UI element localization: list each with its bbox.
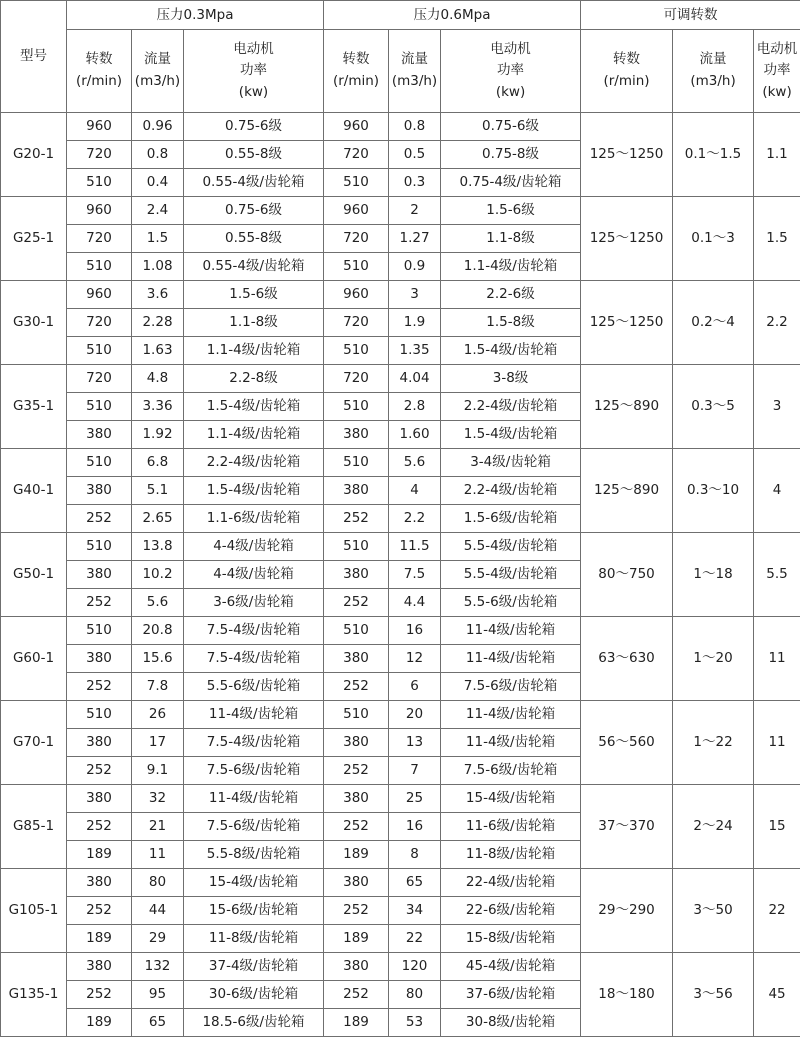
adjustable-speed-cell: 63～630 xyxy=(581,617,673,701)
flow-06-cell: 1.27 xyxy=(389,225,441,253)
speed-03-cell: 510 xyxy=(67,253,132,281)
motor-label: 电动机 xyxy=(490,40,531,57)
flow-06-cell: 12 xyxy=(389,645,441,673)
speed-03-cell: 510 xyxy=(67,169,132,197)
speed-03-cell: 380 xyxy=(67,645,132,673)
speed-06-cell: 380 xyxy=(324,477,389,505)
flow-06-cell: 80 xyxy=(389,981,441,1009)
table-header xyxy=(1,1,800,113)
speed-03-cell: 189 xyxy=(67,1009,132,1037)
flow-06-cell: 1.60 xyxy=(389,421,441,449)
model-cell: G60-1 xyxy=(1,617,67,701)
motor-06-cell: 11-4级/齿轮箱 xyxy=(441,645,581,673)
motor-06-cell: 11-8级/齿轮箱 xyxy=(441,841,581,869)
flow-label: 流量 xyxy=(144,51,171,68)
motor-03-cell: 5.5-8级/齿轮箱 xyxy=(184,841,324,869)
motor-06-cell: 11-4级/齿轮箱 xyxy=(441,729,581,757)
speed-06-cell: 720 xyxy=(324,365,389,393)
speed-06-cell: 380 xyxy=(324,729,389,757)
flow-06-cell: 25 xyxy=(389,785,441,813)
speed-label: 转数 xyxy=(85,51,113,68)
table-row xyxy=(1,533,800,561)
flow-06-cell: 4 xyxy=(389,477,441,505)
motor-03-cell: 0.55-4级/齿轮箱 xyxy=(184,253,324,281)
speed-03-cell: 380 xyxy=(67,477,132,505)
adjustable-flow-cell: 1～20 xyxy=(673,617,754,701)
flow-03-cell: 3.6 xyxy=(132,281,184,309)
adjustable-power-cell: 11 xyxy=(754,617,800,701)
flow-03-cell: 7.8 xyxy=(132,673,184,701)
adjustable-flow-cell: 1～22 xyxy=(673,701,754,785)
speed-03-cell: 510 xyxy=(67,393,132,421)
speed-06-cell: 252 xyxy=(324,673,389,701)
speed-03-cell: 252 xyxy=(67,813,132,841)
speed-06-cell: 510 xyxy=(324,701,389,729)
power-label: 功率 xyxy=(497,62,525,79)
adjustable-power-cell: 5.5 xyxy=(754,533,800,617)
motor-06-cell: 15-8级/齿轮箱 xyxy=(441,925,581,953)
table-row xyxy=(1,197,800,225)
speed-03-cell: 252 xyxy=(67,505,132,533)
speed-06-cell: 252 xyxy=(324,981,389,1009)
model-cell: G135-1 xyxy=(1,953,67,1037)
motor-06-cell: 1.5-4级/齿轮箱 xyxy=(441,421,581,449)
speed-03-cell: 720 xyxy=(67,365,132,393)
speed-unit: (r/min) xyxy=(603,73,650,89)
motor-06-cell: 11-6级/齿轮箱 xyxy=(441,813,581,841)
speed-03-cell: 510 xyxy=(67,337,132,365)
speed-03-cell: 252 xyxy=(67,757,132,785)
motor-03-cell: 0.75-6级 xyxy=(184,113,324,141)
table-row xyxy=(1,365,800,393)
table-row xyxy=(1,869,800,897)
motor-03-cell: 7.5-6级/齿轮箱 xyxy=(184,813,324,841)
speed-03-cell: 380 xyxy=(67,953,132,981)
motor-power-header xyxy=(184,30,324,113)
speed-03-cell: 252 xyxy=(67,673,132,701)
flow-03-cell: 80 xyxy=(132,869,184,897)
motor-06-cell: 2.2-4级/齿轮箱 xyxy=(441,393,581,421)
flow-03-cell: 3.36 xyxy=(132,393,184,421)
flow-03-cell: 10.2 xyxy=(132,561,184,589)
motor-06-cell: 0.75-6级 xyxy=(441,113,581,141)
motor-06-cell: 45-4级/齿轮箱 xyxy=(441,953,581,981)
group-header-adjustable: 可调转数 xyxy=(581,1,800,30)
flow-06-cell: 20 xyxy=(389,701,441,729)
table-row xyxy=(1,785,800,813)
adjustable-power-cell: 1.1 xyxy=(754,113,800,197)
flow-03-cell: 26 xyxy=(132,701,184,729)
motor-03-cell: 7.5-4级/齿轮箱 xyxy=(184,617,324,645)
adjustable-flow-cell: 3～56 xyxy=(673,953,754,1037)
motor-power-header xyxy=(441,30,581,113)
speed-unit: (r/min) xyxy=(332,73,380,89)
motor-03-cell: 2.2-8级 xyxy=(184,365,324,393)
motor-03-cell: 30-6级/齿轮箱 xyxy=(184,981,324,1009)
adjustable-flow-cell: 0.3～5 xyxy=(673,365,754,449)
motor-03-cell: 7.5-4级/齿轮箱 xyxy=(184,645,324,673)
speed-06-cell: 510 xyxy=(324,253,389,281)
flow-06-cell: 16 xyxy=(389,813,441,841)
motor-03-cell: 11-4级/齿轮箱 xyxy=(184,701,324,729)
table-row xyxy=(1,449,800,477)
model-cell: G40-1 xyxy=(1,449,67,533)
speed-03-cell: 380 xyxy=(67,869,132,897)
table-body xyxy=(1,113,800,1037)
flow-06-cell: 0.9 xyxy=(389,253,441,281)
flow-03-cell: 1.63 xyxy=(132,337,184,365)
motor-06-cell: 0.75-4级/齿轮箱 xyxy=(441,169,581,197)
speed-06-cell: 380 xyxy=(324,785,389,813)
motor-03-cell: 1.1-8级 xyxy=(184,309,324,337)
speed-06-cell: 510 xyxy=(324,393,389,421)
adjustable-speed-cell: 125～890 xyxy=(581,365,673,449)
speed-03-cell: 960 xyxy=(67,197,132,225)
motor-06-cell: 2.2-4级/齿轮箱 xyxy=(441,477,581,505)
speed-03-cell: 189 xyxy=(67,841,132,869)
speed-06-cell: 720 xyxy=(324,225,389,253)
flow-06-cell: 13 xyxy=(389,729,441,757)
motor-06-cell: 1.1-8级 xyxy=(441,225,581,253)
model-cell: G30-1 xyxy=(1,281,67,365)
motor-03-cell: 1.5-4级/齿轮箱 xyxy=(184,477,324,505)
model-cell: G70-1 xyxy=(1,701,67,785)
speed-03-cell: 720 xyxy=(67,141,132,169)
motor-06-cell: 1.5-8级 xyxy=(441,309,581,337)
power-label: 功率 xyxy=(240,62,267,79)
speed-06-cell: 252 xyxy=(324,505,389,533)
adjustable-speed-cell: 29～290 xyxy=(581,869,673,953)
motor-06-cell: 2.2-6级 xyxy=(441,281,581,309)
adjustable-power-cell: 2.2 xyxy=(754,281,800,365)
flow-unit: (m3/h) xyxy=(134,73,181,89)
speed-03-cell: 252 xyxy=(67,589,132,617)
flow-03-cell: 2.4 xyxy=(132,197,184,225)
motor-03-cell: 18.5-6级/齿轮箱 xyxy=(184,1009,324,1037)
flow-03-cell: 9.1 xyxy=(132,757,184,785)
speed-03-cell: 380 xyxy=(67,421,132,449)
flow-06-cell: 34 xyxy=(389,897,441,925)
adjustable-power-cell: 3 xyxy=(754,365,800,449)
speed-06-cell: 960 xyxy=(324,197,389,225)
speed-03-cell: 960 xyxy=(67,113,132,141)
adjustable-power-header xyxy=(754,30,800,113)
speed-03-cell: 510 xyxy=(67,617,132,645)
model-header: 型号 xyxy=(1,1,67,113)
speed-header xyxy=(324,30,389,113)
power-label: 功率 xyxy=(763,62,791,79)
flow-03-cell: 0.4 xyxy=(132,169,184,197)
flow-06-cell: 4.04 xyxy=(389,365,441,393)
flow-header xyxy=(132,30,184,113)
speed-06-cell: 510 xyxy=(324,449,389,477)
motor-03-cell: 4-4级/齿轮箱 xyxy=(184,533,324,561)
motor-06-cell: 30-8级/齿轮箱 xyxy=(441,1009,581,1037)
motor-03-cell: 5.5-6级/齿轮箱 xyxy=(184,673,324,701)
table-row xyxy=(1,617,800,645)
flow-03-cell: 95 xyxy=(132,981,184,1009)
flow-06-cell: 8 xyxy=(389,841,441,869)
motor-03-cell: 11-8级/齿轮箱 xyxy=(184,925,324,953)
motor-03-cell: 0.55-8级 xyxy=(184,225,324,253)
flow-06-cell: 1.35 xyxy=(389,337,441,365)
speed-03-cell: 720 xyxy=(67,309,132,337)
speed-06-cell: 189 xyxy=(324,1009,389,1037)
adjustable-speed-cell: 125～1250 xyxy=(581,197,673,281)
motor-03-cell: 1.1-4级/齿轮箱 xyxy=(184,421,324,449)
table-row xyxy=(1,113,800,141)
flow-03-cell: 132 xyxy=(132,953,184,981)
adjustable-flow-cell: 0.2～4 xyxy=(673,281,754,365)
motor-label: 电动机 xyxy=(233,40,274,57)
flow-06-cell: 2 xyxy=(389,197,441,225)
flow-06-cell: 65 xyxy=(389,869,441,897)
motor-03-cell: 15-6级/齿轮箱 xyxy=(184,897,324,925)
group-header-pressure-06: 压力0.6Mpa xyxy=(324,1,581,30)
flow-06-cell: 11.5 xyxy=(389,533,441,561)
flow-label: 流量 xyxy=(401,51,429,68)
power-unit: (kw) xyxy=(495,83,526,100)
speed-06-cell: 252 xyxy=(324,897,389,925)
speed-03-cell: 960 xyxy=(67,281,132,309)
motor-03-cell: 1.5-4级/齿轮箱 xyxy=(184,393,324,421)
motor-03-cell: 3-6级/齿轮箱 xyxy=(184,589,324,617)
motor-06-cell: 7.5-6级/齿轮箱 xyxy=(441,673,581,701)
table-row xyxy=(1,701,800,729)
flow-06-cell: 7.5 xyxy=(389,561,441,589)
adjustable-flow-cell: 3～50 xyxy=(673,869,754,953)
model-cell: G35-1 xyxy=(1,365,67,449)
flow-03-cell: 1.92 xyxy=(132,421,184,449)
speed-06-cell: 252 xyxy=(324,813,389,841)
power-unit: (kw) xyxy=(238,83,269,100)
motor-06-cell: 7.5-6级/齿轮箱 xyxy=(441,757,581,785)
speed-06-cell: 380 xyxy=(324,953,389,981)
adjustable-flow-cell: 0.1～3 xyxy=(673,197,754,281)
motor-06-cell: 22-4级/齿轮箱 xyxy=(441,869,581,897)
motor-06-cell: 11-4级/齿轮箱 xyxy=(441,701,581,729)
model-cell: G20-1 xyxy=(1,113,67,197)
flow-03-cell: 17 xyxy=(132,729,184,757)
motor-03-cell: 11-4级/齿轮箱 xyxy=(184,785,324,813)
motor-06-cell: 1.5-6级 xyxy=(441,197,581,225)
flow-unit: (m3/h) xyxy=(690,73,736,89)
speed-06-cell: 510 xyxy=(324,337,389,365)
adjustable-speed-cell: 125～1250 xyxy=(581,281,673,365)
flow-06-cell: 2.2 xyxy=(389,505,441,533)
flow-03-cell: 4.8 xyxy=(132,365,184,393)
power-unit: (kw) xyxy=(762,83,792,100)
speed-06-cell: 252 xyxy=(324,589,389,617)
flow-03-cell: 6.8 xyxy=(132,449,184,477)
motor-03-cell: 15-4级/齿轮箱 xyxy=(184,869,324,897)
flow-06-cell: 5.6 xyxy=(389,449,441,477)
adjustable-flow-cell: 2～24 xyxy=(673,785,754,869)
flow-03-cell: 44 xyxy=(132,897,184,925)
motor-03-cell: 7.5-4级/齿轮箱 xyxy=(184,729,324,757)
speed-06-cell: 960 xyxy=(324,281,389,309)
speed-03-cell: 380 xyxy=(67,729,132,757)
speed-03-cell: 380 xyxy=(67,785,132,813)
speed-06-cell: 960 xyxy=(324,113,389,141)
flow-06-cell: 22 xyxy=(389,925,441,953)
speed-label: 转数 xyxy=(613,51,641,68)
motor-03-cell: 0.55-8级 xyxy=(184,141,324,169)
model-cell: G85-1 xyxy=(1,785,67,869)
flow-03-cell: 1.08 xyxy=(132,253,184,281)
flow-06-cell: 2.8 xyxy=(389,393,441,421)
flow-03-cell: 1.5 xyxy=(132,225,184,253)
motor-03-cell: 4-4级/齿轮箱 xyxy=(184,561,324,589)
speed-06-cell: 720 xyxy=(324,141,389,169)
motor-06-cell: 5.5-4级/齿轮箱 xyxy=(441,561,581,589)
motor-03-cell: 1.1-6级/齿轮箱 xyxy=(184,505,324,533)
speed-06-cell: 380 xyxy=(324,869,389,897)
speed-06-cell: 720 xyxy=(324,309,389,337)
adjustable-power-cell: 4 xyxy=(754,449,800,533)
flow-03-cell: 0.8 xyxy=(132,141,184,169)
flow-06-cell: 53 xyxy=(389,1009,441,1037)
flow-06-cell: 0.8 xyxy=(389,113,441,141)
flow-03-cell: 2.65 xyxy=(132,505,184,533)
flow-03-cell: 65 xyxy=(132,1009,184,1037)
table-row xyxy=(1,281,800,309)
table-row xyxy=(1,953,800,981)
flow-06-cell: 3 xyxy=(389,281,441,309)
flow-03-cell: 15.6 xyxy=(132,645,184,673)
model-cell: G25-1 xyxy=(1,197,67,281)
speed-06-cell: 380 xyxy=(324,421,389,449)
adjustable-speed-cell: 80～750 xyxy=(581,533,673,617)
flow-06-cell: 16 xyxy=(389,617,441,645)
motor-03-cell: 0.55-4级/齿轮箱 xyxy=(184,169,324,197)
speed-03-cell: 510 xyxy=(67,701,132,729)
flow-03-cell: 5.1 xyxy=(132,477,184,505)
speed-03-cell: 380 xyxy=(67,561,132,589)
motor-label: 电动机 xyxy=(756,40,798,57)
speed-03-cell: 252 xyxy=(67,897,132,925)
motor-03-cell: 0.75-6级 xyxy=(184,197,324,225)
motor-06-cell: 3-4级/齿轮箱 xyxy=(441,449,581,477)
motor-06-cell: 0.75-8级 xyxy=(441,141,581,169)
group-header-pressure-03: 压力0.3Mpa xyxy=(67,1,324,30)
adjustable-power-cell: 1.5 xyxy=(754,197,800,281)
motor-06-cell: 3-8级 xyxy=(441,365,581,393)
flow-03-cell: 32 xyxy=(132,785,184,813)
flow-03-cell: 11 xyxy=(132,841,184,869)
adjustable-flow-cell: 0.3～10 xyxy=(673,449,754,533)
motor-03-cell: 2.2-4级/齿轮箱 xyxy=(184,449,324,477)
speed-06-cell: 510 xyxy=(324,533,389,561)
adjustable-power-cell: 45 xyxy=(754,953,800,1037)
speed-06-cell: 380 xyxy=(324,645,389,673)
flow-03-cell: 0.96 xyxy=(132,113,184,141)
flow-03-cell: 2.28 xyxy=(132,309,184,337)
flow-03-cell: 29 xyxy=(132,925,184,953)
flow-03-cell: 13.8 xyxy=(132,533,184,561)
model-cell: G105-1 xyxy=(1,869,67,953)
adjustable-speed-header xyxy=(581,30,673,113)
flow-06-cell: 120 xyxy=(389,953,441,981)
speed-unit: (r/min) xyxy=(75,73,123,89)
speed-03-cell: 510 xyxy=(67,449,132,477)
speed-03-cell: 720 xyxy=(67,225,132,253)
adjustable-flow-header xyxy=(673,30,754,113)
speed-header xyxy=(67,30,132,113)
flow-06-cell: 0.3 xyxy=(389,169,441,197)
adjustable-speed-cell: 125～1250 xyxy=(581,113,673,197)
speed-06-cell: 252 xyxy=(324,757,389,785)
flow-06-cell: 0.5 xyxy=(389,141,441,169)
flow-06-cell: 4.4 xyxy=(389,589,441,617)
adjustable-speed-cell: 18～180 xyxy=(581,953,673,1037)
speed-03-cell: 252 xyxy=(67,981,132,1009)
motor-06-cell: 1.5-6级/齿轮箱 xyxy=(441,505,581,533)
adjustable-power-cell: 15 xyxy=(754,785,800,869)
motor-06-cell: 22-6级/齿轮箱 xyxy=(441,897,581,925)
flow-unit: (m3/h) xyxy=(391,73,438,89)
adjustable-speed-cell: 56～560 xyxy=(581,701,673,785)
model-cell: G50-1 xyxy=(1,533,67,617)
speed-label: 转数 xyxy=(342,51,370,68)
motor-06-cell: 1.5-4级/齿轮箱 xyxy=(441,337,581,365)
motor-03-cell: 7.5-6级/齿轮箱 xyxy=(184,757,324,785)
flow-06-cell: 1.9 xyxy=(389,309,441,337)
speed-06-cell: 189 xyxy=(324,841,389,869)
motor-03-cell: 37-4级/齿轮箱 xyxy=(184,953,324,981)
speed-03-cell: 189 xyxy=(67,925,132,953)
motor-06-cell: 5.5-4级/齿轮箱 xyxy=(441,533,581,561)
adjustable-speed-cell: 125～890 xyxy=(581,449,673,533)
flow-03-cell: 21 xyxy=(132,813,184,841)
adjustable-speed-cell: 37～370 xyxy=(581,785,673,869)
speed-06-cell: 380 xyxy=(324,561,389,589)
flow-06-cell: 6 xyxy=(389,673,441,701)
flow-label: 流量 xyxy=(699,51,727,68)
speed-03-cell: 510 xyxy=(67,533,132,561)
motor-06-cell: 11-4级/齿轮箱 xyxy=(441,617,581,645)
motor-06-cell: 5.5-6级/齿轮箱 xyxy=(441,589,581,617)
speed-06-cell: 189 xyxy=(324,925,389,953)
speed-06-cell: 510 xyxy=(324,617,389,645)
flow-03-cell: 20.8 xyxy=(132,617,184,645)
motor-06-cell: 15-4级/齿轮箱 xyxy=(441,785,581,813)
motor-03-cell: 1.1-4级/齿轮箱 xyxy=(184,337,324,365)
motor-03-cell: 1.5-6级 xyxy=(184,281,324,309)
flow-03-cell: 5.6 xyxy=(132,589,184,617)
flow-06-cell: 7 xyxy=(389,757,441,785)
flow-header xyxy=(389,30,441,113)
motor-06-cell: 37-6级/齿轮箱 xyxy=(441,981,581,1009)
motor-06-cell: 1.1-4级/齿轮箱 xyxy=(441,253,581,281)
speed-06-cell: 510 xyxy=(324,169,389,197)
adjustable-power-cell: 11 xyxy=(754,701,800,785)
adjustable-flow-cell: 1～18 xyxy=(673,533,754,617)
adjustable-flow-cell: 0.1～1.5 xyxy=(673,113,754,197)
adjustable-power-cell: 22 xyxy=(754,869,800,953)
